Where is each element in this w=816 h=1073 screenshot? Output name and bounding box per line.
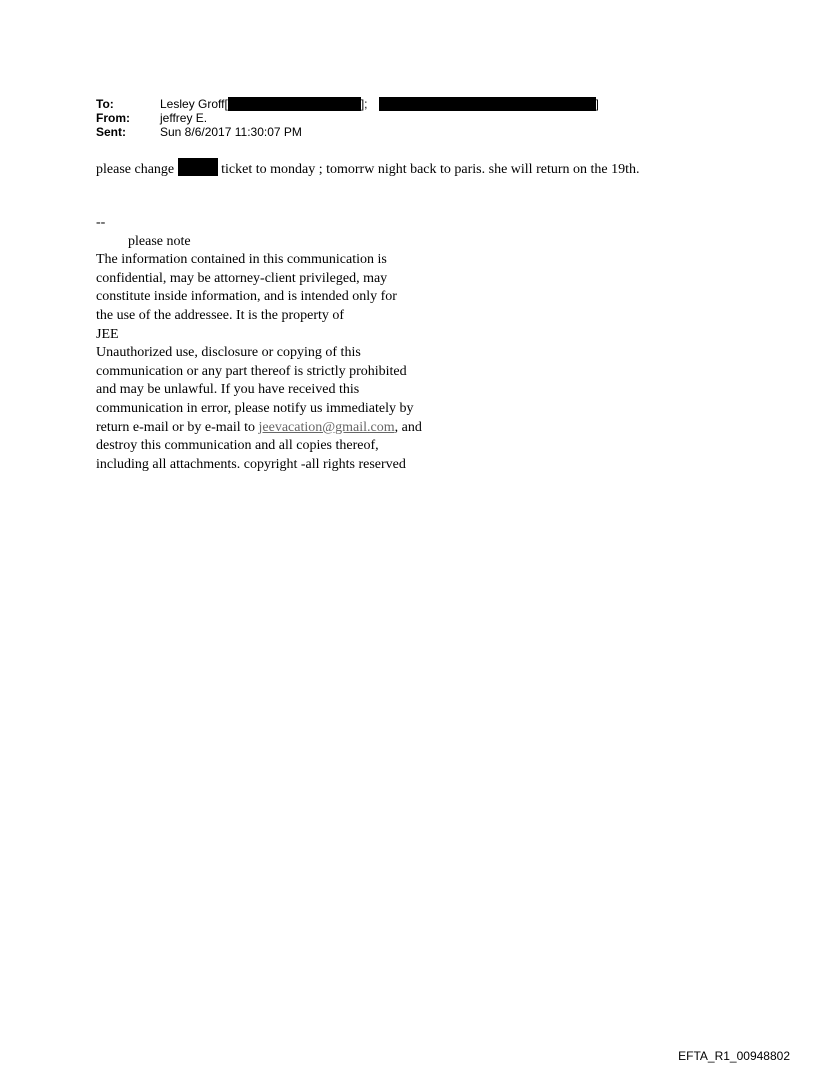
redaction-box: [228, 97, 361, 111]
to-name: Lesley Groff: [160, 96, 225, 111]
redaction-box: [178, 158, 218, 176]
message-body: [96, 158, 736, 179]
from-value: jeffrey E.: [160, 110, 208, 125]
message-part2: ticket to monday ; tomorrw night back to paris. she will return on the 19th.: [221, 162, 640, 177]
to-separator: ];: [360, 96, 368, 111]
signature-note: please note: [128, 233, 191, 249]
signature-line: constitute inside information, and is intended only for: [96, 289, 397, 305]
email-line-suffix: , and: [394, 419, 422, 435]
message-part1: please change: [96, 162, 175, 177]
signature-line: confidential, may be attorney-client privileged, may: [96, 270, 388, 286]
email-header: [96, 97, 599, 139]
document-id: EFTA_R1_00948802: [678, 1049, 790, 1063]
signature-line: The information contained in this communication is: [96, 252, 387, 268]
email-link[interactable]: jeevacation@gmail.com: [258, 419, 395, 435]
signature-line: communication in error, please notify us immediately by: [96, 400, 414, 416]
redaction-box: [379, 97, 596, 111]
signature-line: and may be unlawful. If you have received this: [96, 382, 360, 398]
to-label: To:: [96, 96, 114, 111]
signature-line: including all attachments. copyright -all rights reserved: [96, 456, 406, 472]
to-row: [96, 97, 599, 111]
message-paragraph: [96, 158, 736, 179]
email-line-prefix: return e-mail or by e-mail to: [96, 419, 259, 435]
signature-line: communication or any part thereof is strictly prohibited: [96, 363, 407, 379]
from-label: From:: [96, 110, 130, 125]
to-bracket-open: [: [224, 96, 228, 111]
signature-line: Unauthorized use, disclosure or copying of this: [96, 345, 361, 361]
sent-label: Sent:: [96, 124, 126, 139]
signature-email-line: [96, 419, 516, 438]
signature-dashes: --: [96, 215, 106, 230]
signature-line: JEE: [96, 326, 119, 342]
signature-block: [96, 214, 516, 474]
sent-value: Sun 8/6/2017 11:30:07 PM: [160, 124, 302, 139]
from-row: [96, 111, 599, 125]
signature-line: the use of the addressee. It is the property of: [96, 307, 345, 323]
signature-line: destroy this communication and all copies thereof,: [96, 438, 379, 454]
sent-row: [96, 125, 599, 139]
to-close: ]: [595, 96, 599, 111]
